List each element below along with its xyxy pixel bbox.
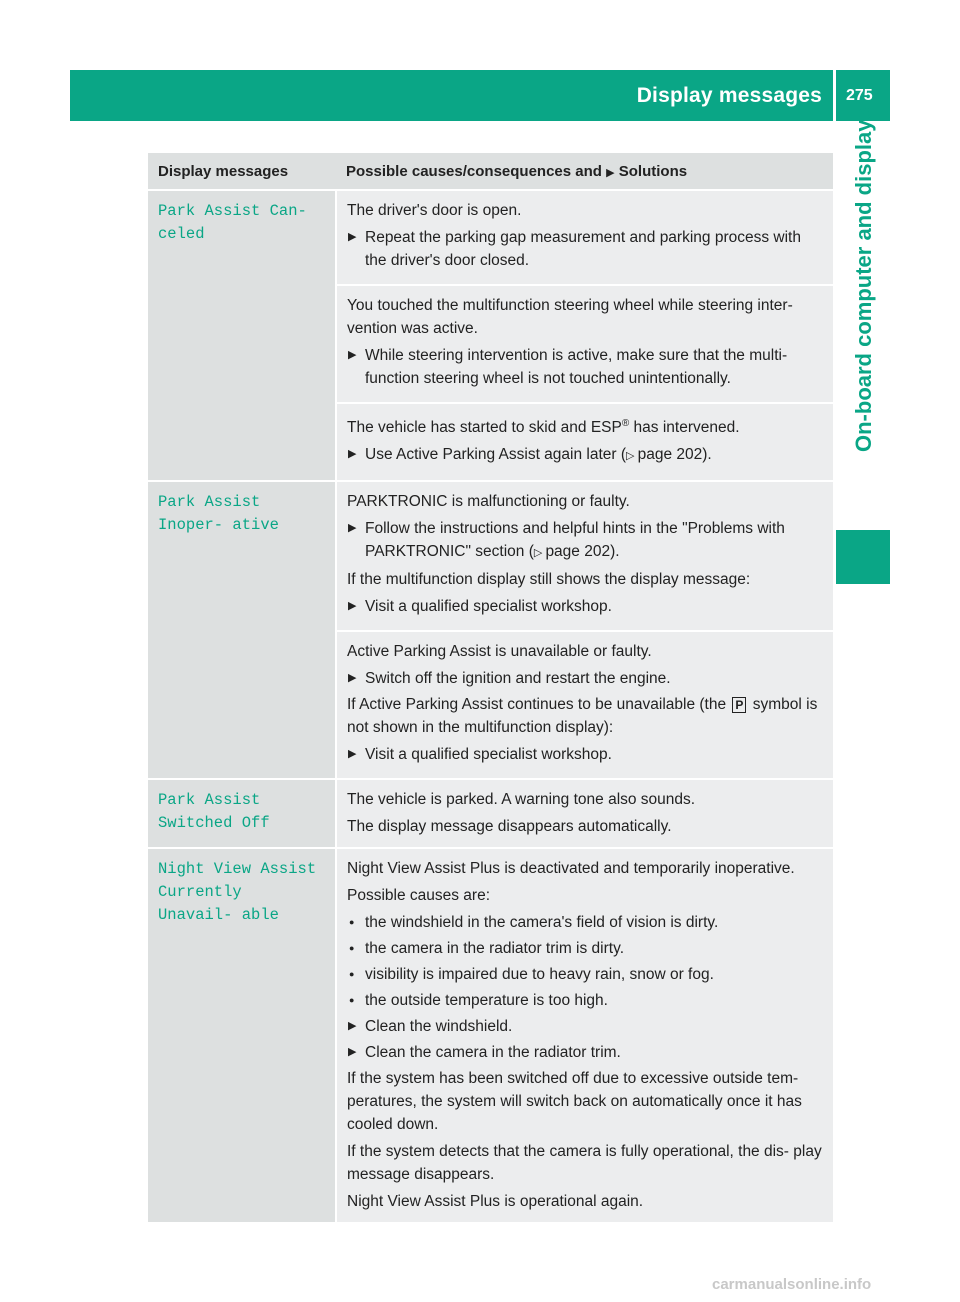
page-number: 275 [846,87,873,104]
cause-bullet: ● visibility is impaired due to heavy rain, snow or fog. [347,963,825,986]
solution-step: ▶ Visit a qualified specialist workshop. [347,743,825,766]
column-header-solutions-text: Solutions [618,162,688,180]
table-row [148,481,833,631]
registered-mark: ® [621,418,630,429]
cause-text: Night View Assist Plus is deactivated and temporarily inoperative. [347,860,795,878]
cause-text: If the system has been switched off due to excessive outside tem‐ peratures, the system will switch back on automatically once it has cooled down. [347,1070,802,1134]
message-cell: Park Assist Inoper‐ ative [148,481,336,779]
cause-bullet: ● the windshield in the camera's field of vision is dirty. [347,911,825,934]
column-header-messages: Display messages [148,153,336,190]
cause-text [347,693,825,739]
message-cell: Night View Assist Currently Unavail‐ able [148,848,336,1222]
solution-step: ▶ While steering intervention is active, make sure that the multi‐ function steering wheel is not touched unintentionally. [347,344,825,390]
cause-text: Active Parking Assist is unavailable or faulty. [347,643,652,661]
solution-cell [336,631,833,779]
side-tab-marker [836,530,890,584]
cause-text: You touched the multifunction steering wheel while steering inter‐ vention was active. [347,297,793,337]
cause-bullet: ● the camera in the radiator trim is dirty. [347,937,825,960]
table-row [148,779,833,848]
cause-text: The driver's door is open. [347,202,522,219]
cause-text [347,412,825,439]
watermark: carmanualsonline.info [712,1276,872,1293]
cause-text-part: If Active Parking Assist continues to be unavailable (the [347,696,727,714]
message-cell: Park Assist Can‐ celed [148,190,336,481]
column-header-causes-text: Possible causes/consequences and [346,162,602,180]
cause-text: Possible causes are: [347,887,491,905]
page-ref-icon: ▷ [533,547,543,560]
side-tab [836,107,890,470]
solution-step: ▶ Repeat the parking gap measurement and parking process with the driver's door closed. [347,226,825,272]
cause-text: Night View Assist Plus is operational again. [347,1193,644,1211]
solution-cell [336,285,833,403]
cause-text: If the multifunction display still shows the display message: [347,571,751,589]
page-ref-icon: ▷ [626,450,635,463]
message-cell: Park Assist Switched Off [148,779,336,848]
cause-text: The vehicle is parked. A warning tone also sounds. [347,791,696,809]
parking-symbol-icon: P [732,697,746,713]
table-row [148,848,833,1222]
table-header-row [148,153,833,190]
solution-cell [336,403,833,481]
header-divider [833,70,836,121]
table-row [148,190,833,285]
page-section-title: Display messages [636,84,822,107]
page-ref-link[interactable]: page 202). [637,446,712,464]
solution-step: ▶ Switch off the ignition and restart the engine. [347,667,825,690]
display-messages-table [148,153,833,1222]
cause-text: The display message disappears automatically. [347,818,672,836]
solution-cell [336,190,833,285]
cause-bullet: ● the outside temperature is too high. [347,989,825,1012]
cause-text-part: The vehicle has started to skid and ESP [347,419,622,437]
cause-text: PARKTRONIC is malfunctioning or faulty. [347,493,630,511]
solution-step: ▶ Visit a qualified specialist workshop. [347,595,825,618]
solution-step [347,443,825,468]
step-text: Follow the instructions and helpful hints in the "Problems with PARKTRONIC" section ( [365,520,785,561]
solution-step: ▶ Clean the camera in the radiator trim. [347,1041,825,1064]
solution-cell [336,848,833,1222]
header-bar [70,70,890,121]
cause-text: If the system detects that the camera is fully operational, the dis‐ play message disappears. [347,1143,822,1184]
solution-cell [336,779,833,848]
arrow-right-icon: ▶ [606,166,615,179]
solution-step: ▶ Clean the windshield. [347,1015,825,1038]
cause-text-part: symbol is not shown in the multifunction display): [347,696,818,737]
step-text: Use Active Parking Assist again later ( [365,446,627,464]
solution-step [347,517,825,565]
page-ref-link[interactable]: page 202). [545,543,620,561]
side-tab-label: On-board computer and displays [851,107,876,452]
cause-text-part: has intervened. [629,419,740,437]
solution-cell [336,481,833,631]
column-header-causes [336,153,833,190]
